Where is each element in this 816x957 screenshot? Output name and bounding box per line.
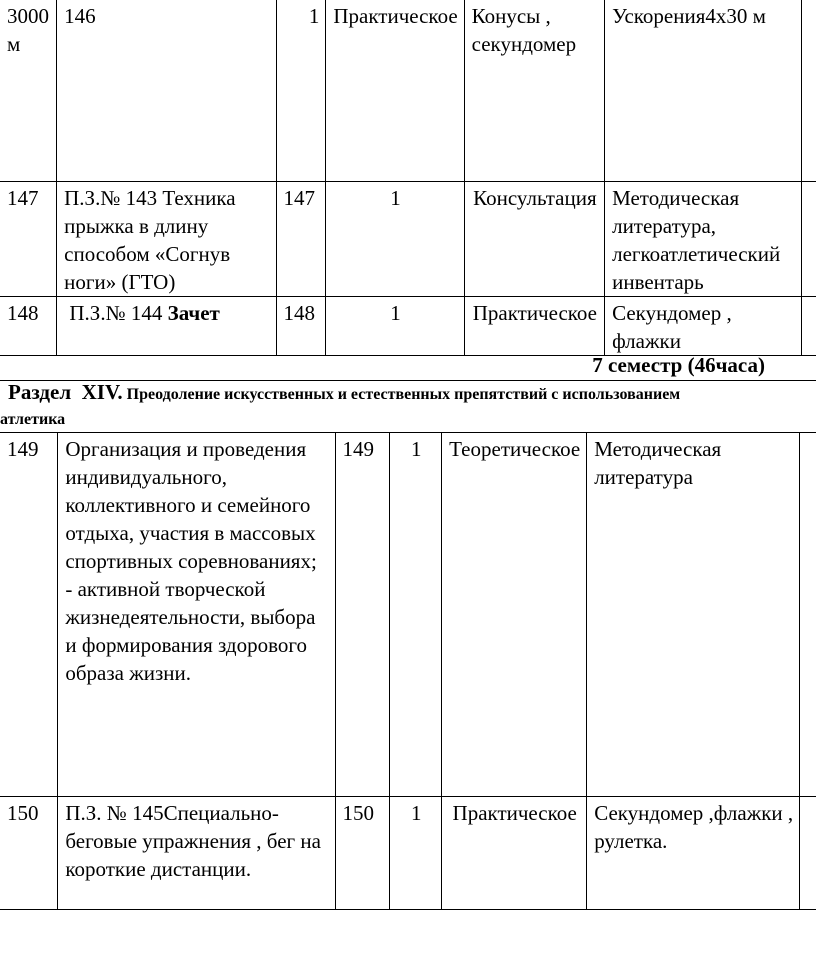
cell-topic: П.З. № 145Специально-беговые упражнения , бег на короткие дистанции. [58, 797, 335, 910]
cell-empty [800, 433, 816, 797]
cell-equipment: Секундомер ,флажки , рулетка. [587, 797, 800, 910]
cell-hours: 1 [390, 433, 442, 797]
cell-empty [801, 297, 816, 356]
cell-empty [800, 797, 816, 910]
cell-number: 148 [0, 297, 57, 356]
cell-number: 147 [0, 182, 57, 297]
cell-number: 3000 м [0, 0, 57, 182]
section-title-continuation: атлетика [0, 411, 66, 428]
cell-equipment: Конусы , секундомер [464, 0, 604, 182]
cell-type: Консультация [464, 182, 604, 297]
cell-lesson-number: 148 [276, 297, 326, 356]
cell-lesson-number: 149 [335, 433, 390, 797]
cell-topic: 146 [57, 0, 276, 182]
table-row [0, 182, 816, 297]
table-row [0, 797, 816, 910]
section-heading [8, 382, 816, 405]
divider [0, 380, 816, 381]
semester-heading: 7 семестр (46часа) [592, 353, 765, 377]
cell-equipment: Методическая литература, легкоатлетический инвентарь [605, 182, 802, 297]
lesson-table-top [0, 0, 816, 356]
section-label: Раздел XIV. [8, 382, 123, 404]
cell-topic: Организация и проведения индивидуального, коллективного и семейного отдыха, участия в массовых спортивных соревнованиях; - активной творческой жизнедеятельности, выбора и формирования здорового образа жизни. [58, 433, 335, 797]
cell-note: Ускорения4х30 м [605, 0, 802, 182]
cell-type: Практическое [326, 0, 464, 182]
cell-topic: П.З.№ 143 Техника прыжка в длину способом «Согнув ноги» (ГТО) [57, 182, 276, 297]
cell-equipment: Секундомер , флажки [605, 297, 802, 356]
cell-hours: 1 [326, 297, 464, 356]
lesson-table-bottom [0, 432, 816, 910]
table-row [0, 0, 816, 182]
cell-hours: 1 [326, 182, 464, 297]
topic-prefix: П.З.№ 144 [64, 301, 168, 325]
section-title: Преодоление искусственных и естественных препятствий с использованием [122, 386, 681, 403]
cell-type: Теоретическое [442, 433, 587, 797]
table-row [0, 297, 816, 356]
cell-type: Практическое [464, 297, 604, 356]
cell-lesson-number: 147 [276, 182, 326, 297]
cell-number: 150 [0, 797, 58, 910]
cell-type: Практическое [442, 797, 587, 910]
cell-hours: 1 [390, 797, 442, 910]
cell-hours: 1 [276, 0, 326, 182]
cell-topic [57, 297, 276, 356]
table-row [0, 433, 816, 797]
cell-empty [801, 182, 816, 297]
cell-equipment: Методическая литература [587, 433, 800, 797]
cell-number: 149 [0, 433, 58, 797]
cell-empty [801, 0, 816, 182]
cell-lesson-number: 150 [335, 797, 390, 910]
topic-bold: Зачет [167, 301, 220, 325]
